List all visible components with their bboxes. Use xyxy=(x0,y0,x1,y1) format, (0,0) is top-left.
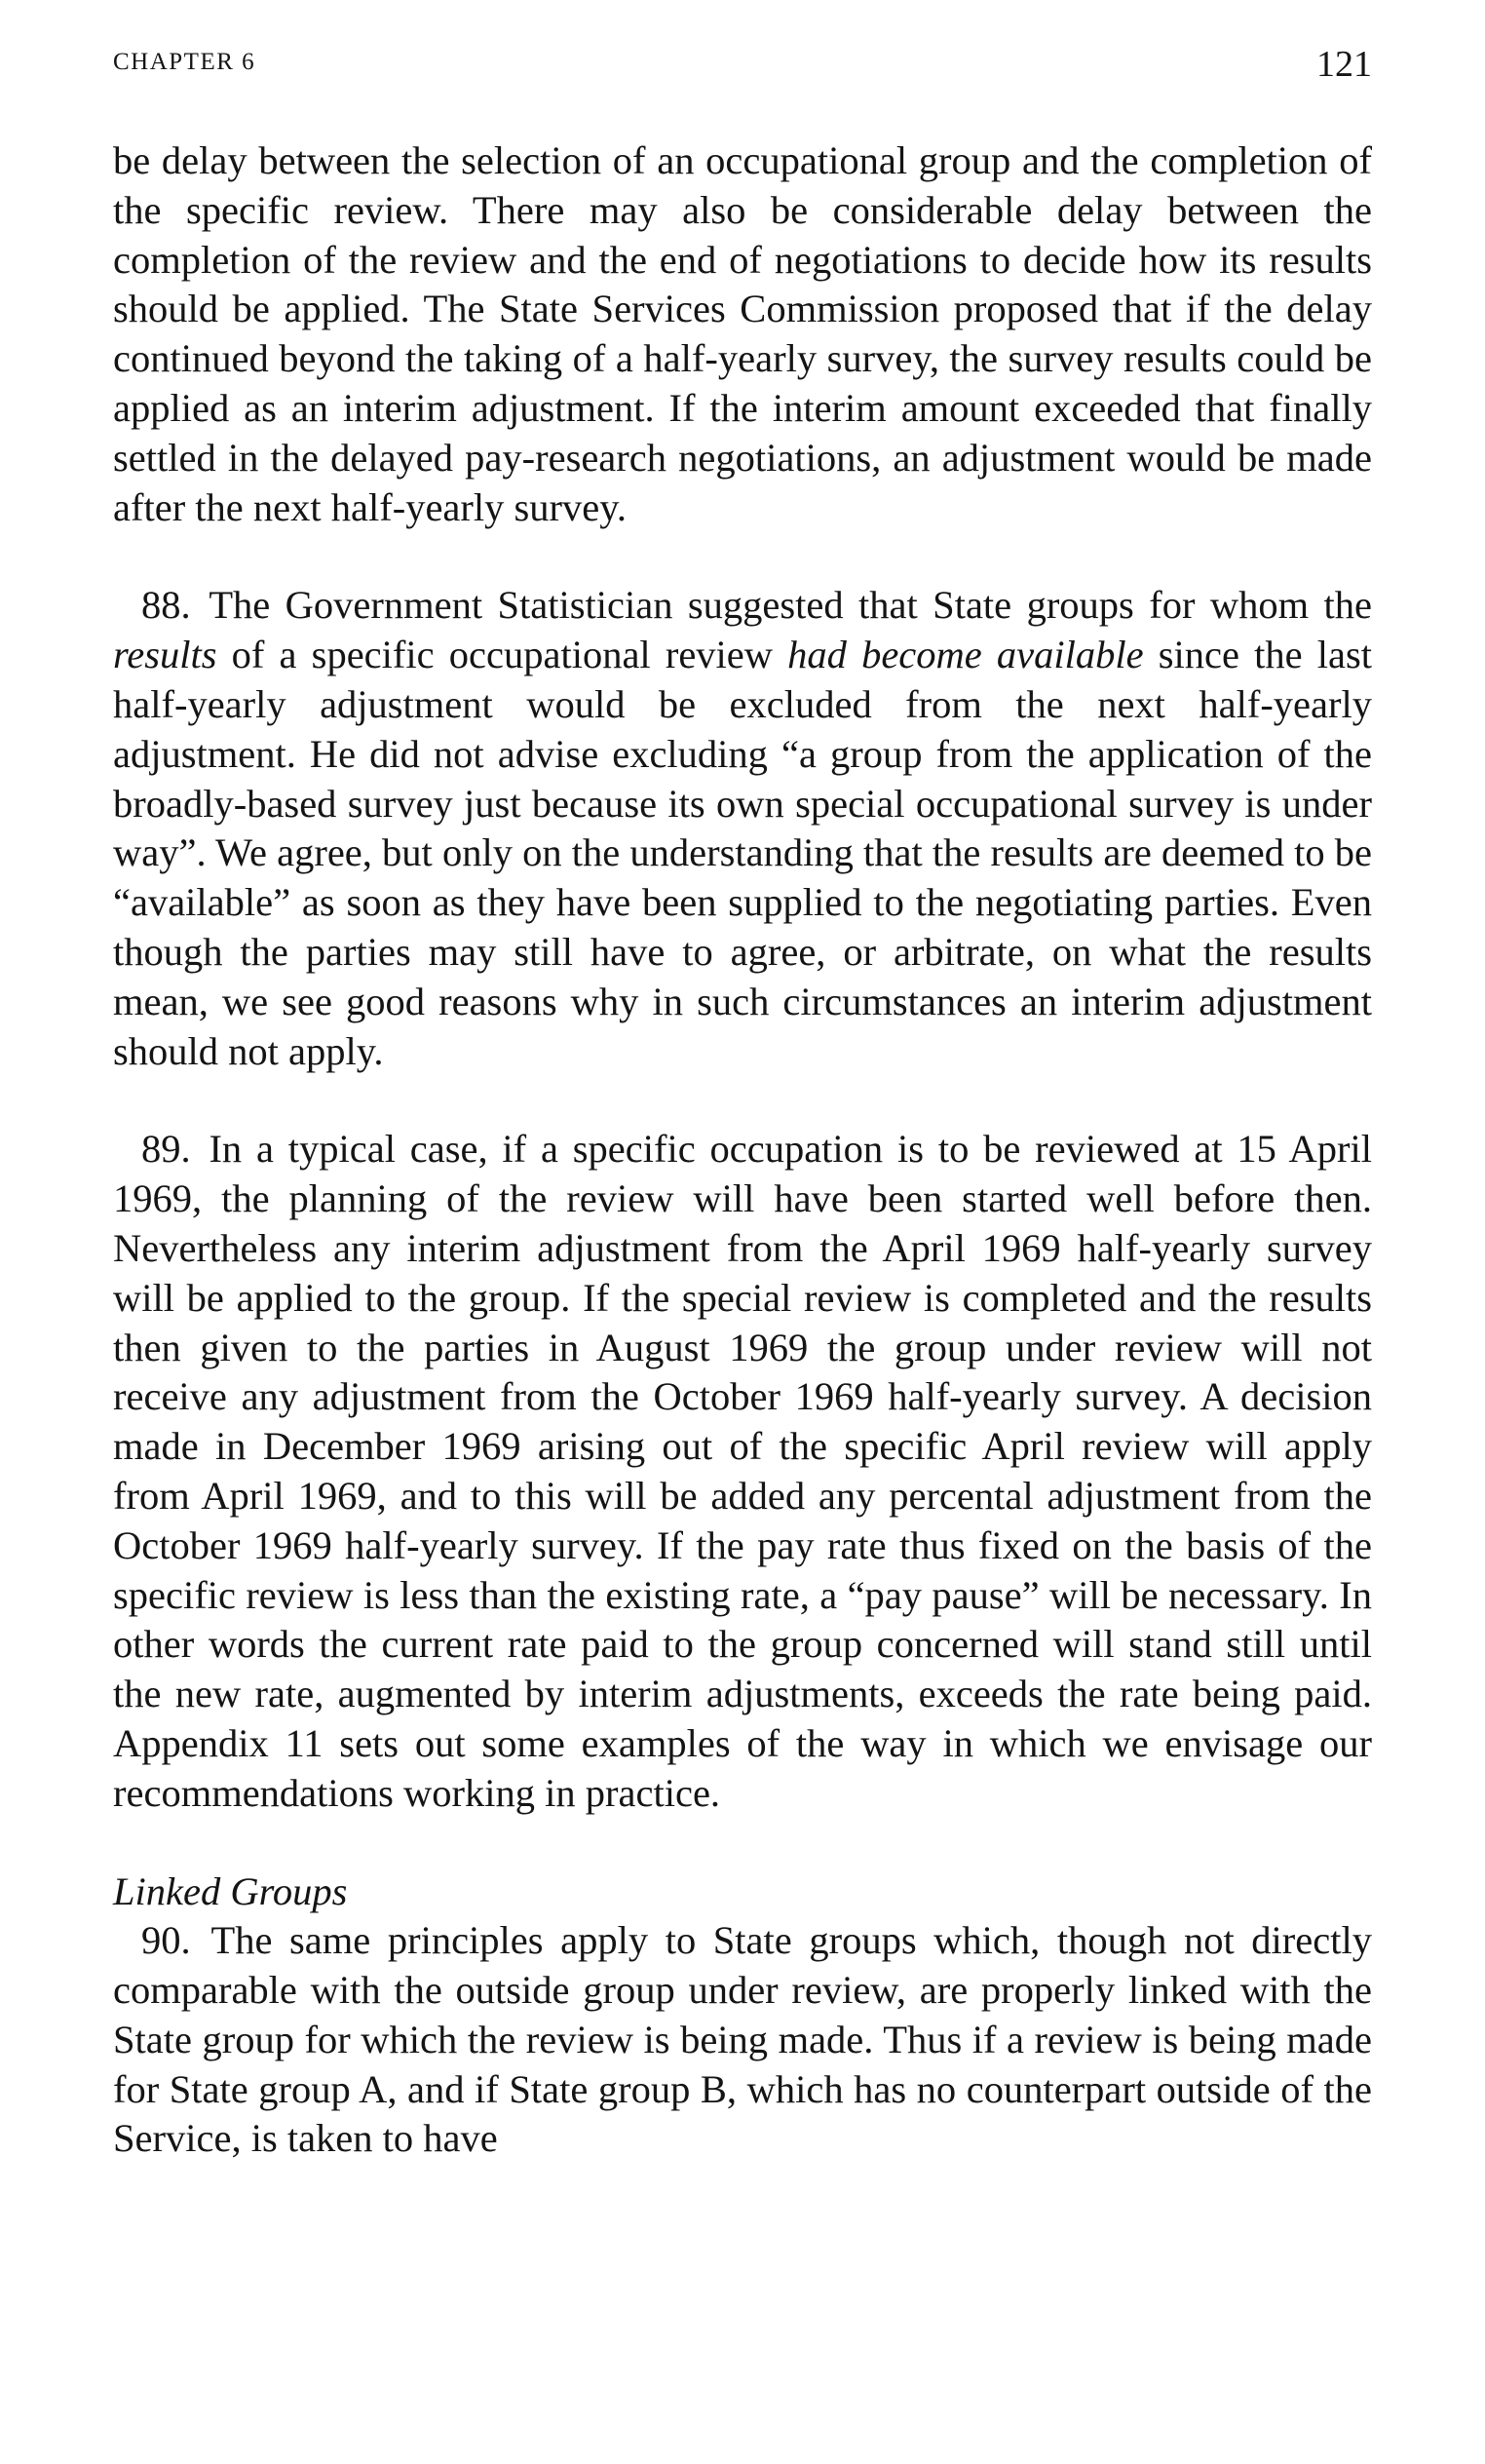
paragraph-number: 89. xyxy=(141,1127,191,1172)
italic-text: results xyxy=(113,633,217,677)
chapter-label: CHAPTER 6 xyxy=(113,49,256,75)
paragraph-text: of a specific occupational review xyxy=(231,633,774,677)
paragraph-88 xyxy=(113,581,1372,1076)
page-header xyxy=(113,43,1372,101)
paragraph-text: since the last half-yearly adjustment would be excluded from the next half-yearly adjustment. He did not advise excluding “a group from the application of the broadly-based survey just because its own special occupational survey is under way”. We agree, but only on the understanding that the results are deemed to be “available” as soon as they have been supplied to the negotiating parties. Even though the parties may still have to agree, or arbitrate, on what the results mean, we see good reasons why in such circumstances an interim adjustment should not apply. xyxy=(113,633,1373,1073)
paragraph-text: In a typical case, if a specific occupation is to be reviewed at 15 April 1969, the planning of the review will have been started well before then. Nevertheless any interim adjustment from the April 1969 half-yearly survey will be applied to the group. If the special review is completed and the results then given to the parties in August 1969 the group under review will not receive any adjustment from the October 1969 half-yearly survey. A decision made in December 1969 arising out of the specific April review will apply from April 1969, and to this will be added any percental adjustment from the October 1969 half-yearly survey. If the pay rate thus fixed on the basis of the specific review is less than the existing rate, a “pay pause” will be necessary. In other words the current rate paid to the group concerned will stand still until the new rate, augmented by interim adjustments, exceeds the rate being paid. Appendix 11 sets out some examples of the way in which we envisage our recommendations working in practice. xyxy=(113,1127,1372,1815)
paragraph-continued: be delay between the selection of an occupational group and the completion of the specific review. There may also be considerable delay between the completion of the review and the end of negotiations to decide how its results should be applied. The State Services Commission proposed that if the delay continued beyond the taking of a half-yearly survey, the survey results could be applied as an interim adjustment. If the interim amount exceeded that finally settled in the delayed pay-research negotiations, an adjustment would be made after the next half-yearly survey. xyxy=(113,138,1372,529)
paragraph-text: The same principles apply to State groups which, though not directly comparable with the outside group under review, are properly linked with the State group for which the review is being made. Thus if a review is being made for State group A, and if State group B, which has no counterpart outside of the Service, is taken to have xyxy=(113,1918,1372,2161)
paragraph-number: 88. xyxy=(141,583,191,628)
page-number: 121 xyxy=(1316,44,1372,85)
body-text xyxy=(113,136,1372,2164)
paragraph-90 xyxy=(113,1916,1372,2164)
paragraph-number: 90. xyxy=(141,1918,191,1963)
paragraph-89 xyxy=(113,1125,1372,1818)
paragraph-text: The Government Statistician suggested that State groups for whom the xyxy=(209,583,1372,628)
italic-text: had become available xyxy=(787,633,1144,677)
section-heading: Linked Groups xyxy=(113,1868,348,1913)
